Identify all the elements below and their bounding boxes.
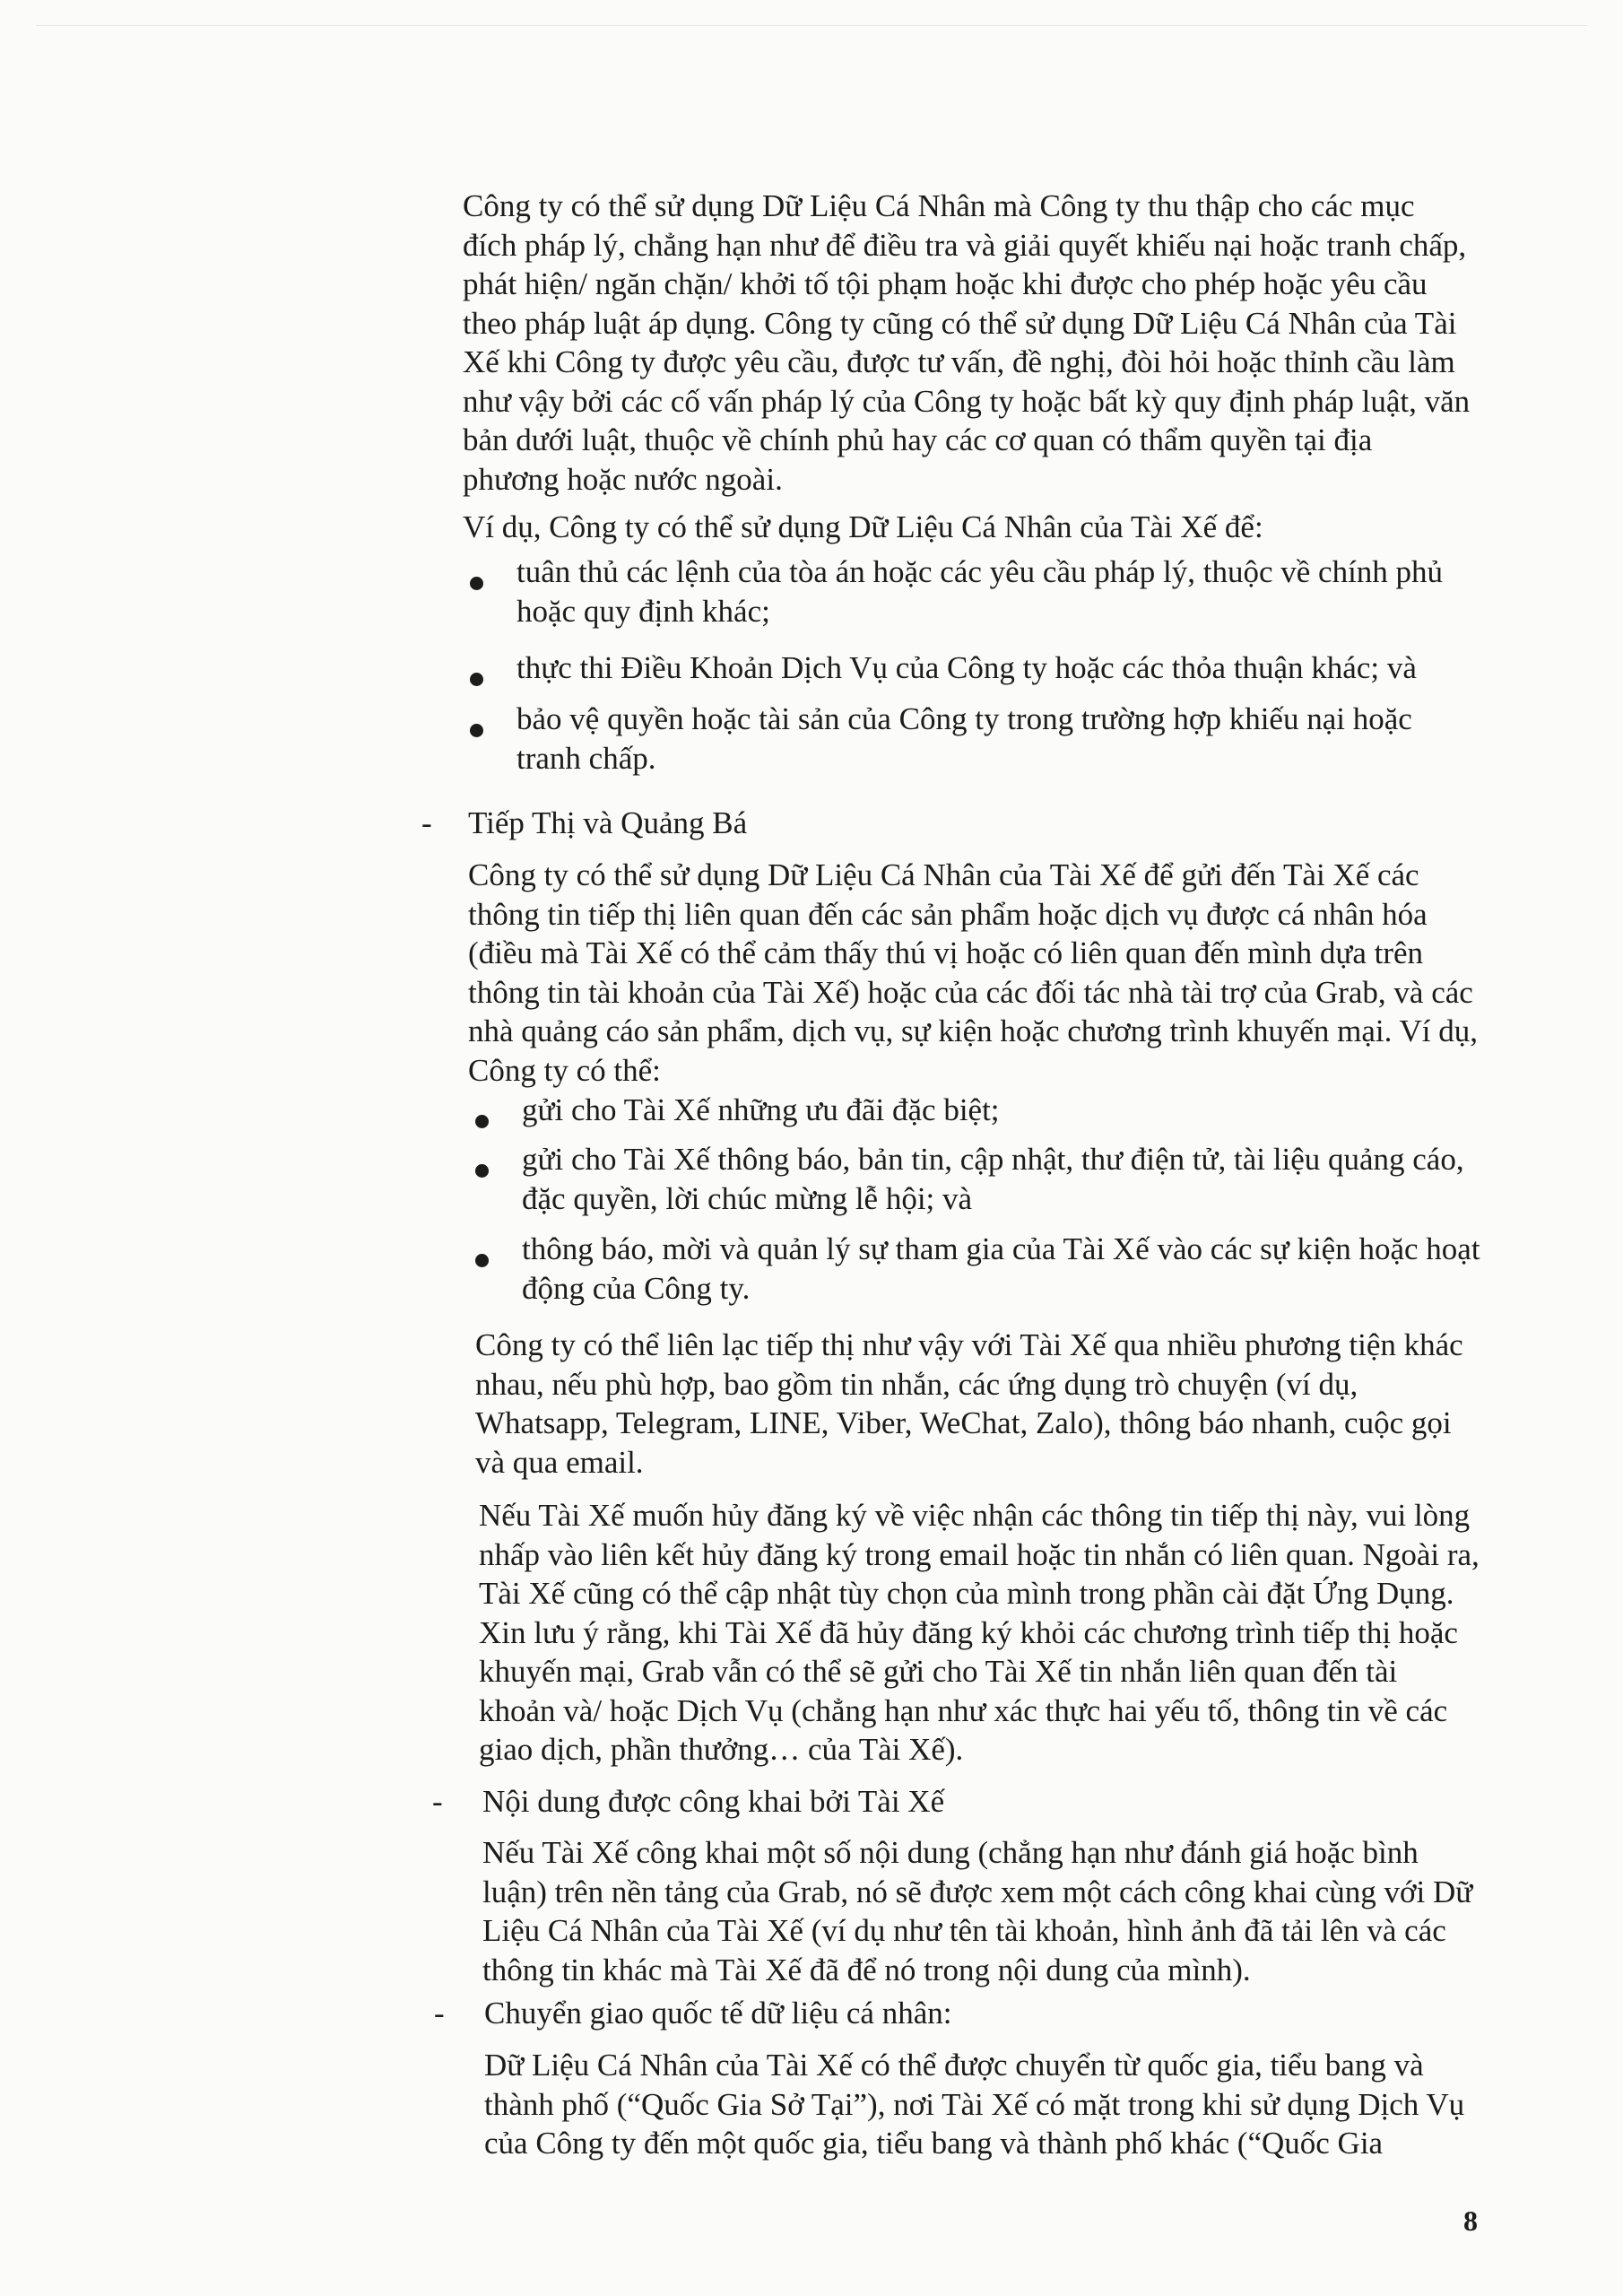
dash-marker: - bbox=[421, 805, 432, 840]
bullet-icon bbox=[475, 1164, 489, 1178]
bullet-icon bbox=[470, 724, 483, 737]
paragraph-legal-purposes: Công ty có thể sử dụng Dữ Liệu Cá Nhân mà Công ty thu thập cho các mục đích pháp lý, chẳng hạn như để điều tra và giải quyết khiếu nại hoặc tranh chấp, phát hiện/ ngăn chặn/ khởi tố tội phạm hoặc khi được cho phép hoặc yêu cầu theo pháp luật áp dụng. Công ty cũng có thể sử dụng Dữ Liệu Cá Nhân của Tài Xế khi Công ty được yêu cầu, được tư vấn, đề nghị, đòi hỏi hoặc thỉnh cầu làm như vậy bởi các cố vấn pháp lý của Công ty hoặc bất kỳ quy định pháp luật, văn bản dưới luật, thuộc về chính phủ hay các cơ quan có thẩm quyền tại địa phương hoặc nước ngoài. bbox=[463, 188, 1471, 497]
section-heading-transfer: Chuyển giao quốc tế dữ liệu cá nhân: bbox=[484, 1996, 952, 2031]
list-item: bảo vệ quyền hoặc tài sản của Công ty trong trường hợp khiếu nại hoặc tranh chấp. bbox=[516, 701, 1412, 776]
list-item: tuân thủ các lệnh của tòa án hoặc các yêu cầu pháp lý, thuộc về chính phủ hoặc quy định khác; bbox=[516, 554, 1444, 629]
paragraph-unsubscribe: Nếu Tài Xế muốn hủy đăng ký về việc nhận các thông tin tiếp thị này, vui lòng nhấp vào liên kết hủy đăng ký trong email hoặc tin nhắn có liên quan. Ngoài ra, Tài Xế cũng có thể cập nhật tùy chọn của mình trong phần cài đặt Ứng Dụng. Xin lưu ý rằng, khi Tài Xế đã hủy đăng ký khỏi các chương trình tiếp thị hoặc khuyến mại, Grab vẫn có thể sẽ gửi cho Tài Xế tin nhắn liên quan đến tài khoản và/ hoặc Dịch Vụ (chẳng hạn như xác thực hai yếu tố, thông tin về các giao dịch, phần thưởng… của Tài Xế). bbox=[479, 1498, 1480, 1767]
paragraph-public-content: Nếu Tài Xế công khai một số nội dung (chẳng hạn như đánh giá hoặc bình luận) trên nền tảng của Grab, nó sẽ được xem một cách công khai cùng với Dữ Liệu Cá Nhân của Tài Xế (ví dụ như tên tài khoản, hình ảnh đã tải lên và các thông tin khác mà Tài Xế đã để nó trong nội dung của mình). bbox=[482, 1835, 1473, 1987]
page-number: 8 bbox=[1463, 2205, 1478, 2237]
bullet-icon bbox=[475, 1254, 489, 1267]
list-item: gửi cho Tài Xế thông báo, bản tin, cập nhật, thư điện tử, tài liệu quảng cáo, đặc quyền, lời chúc mừng lễ hội; và bbox=[522, 1142, 1464, 1216]
dash-marker: - bbox=[434, 1996, 445, 2031]
list-item: thực thi Điều Khoản Dịch Vụ của Công ty hoặc các thỏa thuận khác; và bbox=[516, 650, 1417, 685]
section-heading-public-content: Nội dung được công khai bởi Tài Xế bbox=[482, 1784, 945, 1819]
dash-marker: - bbox=[432, 1784, 443, 1819]
scan-edge-line bbox=[36, 25, 1587, 26]
paragraph-example-intro: Ví dụ, Công ty có thể sử dụng Dữ Liệu Cá Nhân của Tài Xế để: bbox=[463, 509, 1263, 544]
section-heading-marketing: Tiếp Thị và Quảng Bá bbox=[468, 805, 748, 840]
bullet-icon bbox=[470, 577, 483, 590]
paragraph-channels: Công ty có thể liên lạc tiếp thị như vậy với Tài Xế qua nhiều phương tiện khác nhau, nếu phù hợp, bao gồm tin nhắn, các ứng dụng trò chuyện (ví dụ, Whatsapp, Telegram, LINE, Viber, WeChat, Zalo), thông báo nhanh, cuộc gọi và qua email. bbox=[475, 1327, 1463, 1480]
bullet-icon bbox=[475, 1115, 489, 1128]
list-item: thông báo, mời và quản lý sự tham gia của Tài Xế vào các sự kiện hoặc hoạt động của Công ty. bbox=[522, 1231, 1480, 1306]
paragraph-transfer: Dữ Liệu Cá Nhân của Tài Xế có thể được chuyển từ quốc gia, tiểu bang và thành phố (“Quốc Gia Sở Tại”), nơi Tài Xế có mặt trong khi sử dụng Dịch Vụ của Công ty đến một quốc gia, tiểu bang và thành phố khác (“Quốc Gia bbox=[484, 2048, 1465, 2161]
list-item: gửi cho Tài Xế những ưu đãi đặc biệt; bbox=[522, 1092, 1000, 1127]
paragraph-marketing: Công ty có thể sử dụng Dữ Liệu Cá Nhân của Tài Xế để gửi đến Tài Xế các thông tin tiếp thị liên quan đến các sản phẩm hoặc dịch vụ được cá nhân hóa (điều mà Tài Xế có thể cảm thấy thú vị hoặc có liên quan đến mình dựa trên thông tin tài khoản của Tài Xế) hoặc của các đối tác nhà tài trợ của Grab, và các nhà quảng cáo sản phẩm, dịch vụ, sự kiện hoặc chương trình khuyến mại. Ví dụ, Công ty có thể: bbox=[468, 857, 1478, 1088]
bullet-icon bbox=[470, 673, 483, 686]
